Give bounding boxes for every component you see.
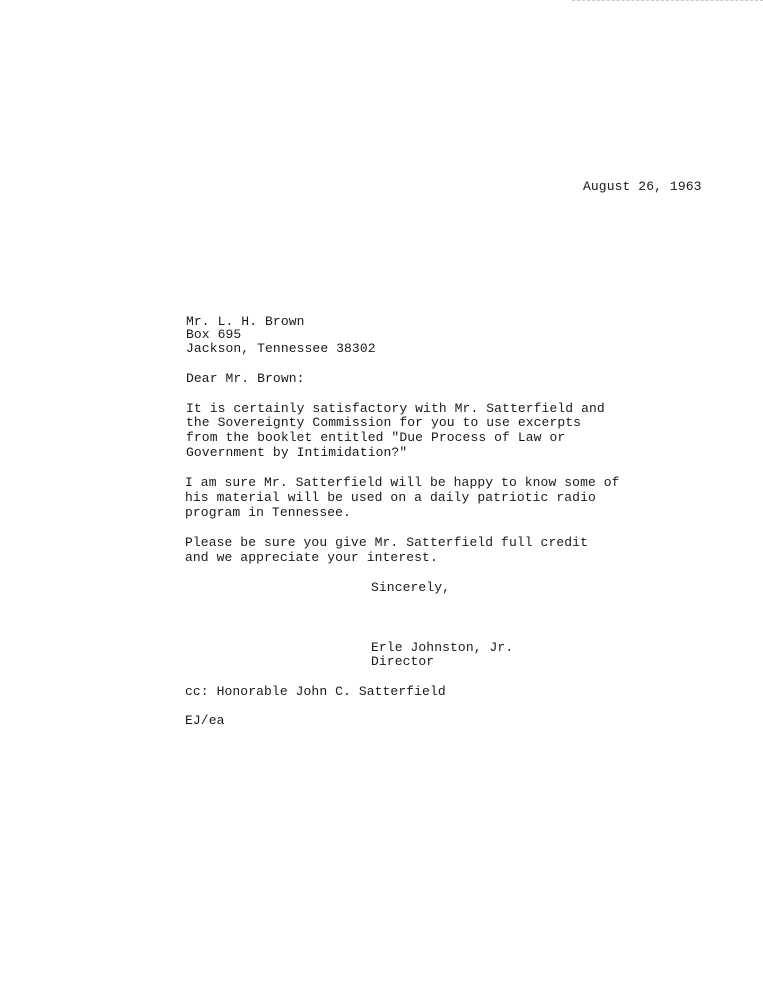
body-paragraph-1-line: the Sovereignty Commission for you to use excerpts (186, 415, 582, 430)
body-paragraph-1-line: Government by Intimidation?" (186, 445, 408, 460)
page-edge-divider (572, 0, 763, 1)
signature-name: Erle Johnston, Jr. (371, 640, 514, 655)
carbon-copy-line: cc: Honorable John C. Satterfield (185, 684, 446, 699)
letter-date: August 26, 1963 (583, 179, 702, 194)
body-paragraph-1-line: It is certainly satisfactory with Mr. Satterfield and (186, 401, 605, 416)
recipient-box: Box 695 (186, 327, 242, 342)
recipient-city: Jackson, Tennessee 38302 (186, 341, 376, 356)
body-paragraph-2-line: his material will be used on a daily patriotic radio (185, 490, 596, 505)
body-paragraph-1-line: from the booklet entitled "Due Process of Law or (186, 430, 566, 445)
body-paragraph-2-line: I am sure Mr. Satterfield will be happy to know some of (185, 475, 620, 490)
body-paragraph-2-line: program in Tennessee. (185, 505, 351, 520)
body-paragraph-3-line: and we appreciate your interest. (185, 550, 438, 565)
closing: Sincerely, (371, 580, 451, 595)
recipient-name: Mr. L. H. Brown (186, 314, 305, 329)
typist-initials: EJ/ea (185, 713, 225, 728)
body-paragraph-3-line: Please be sure you give Mr. Satterfield full credit (185, 535, 588, 550)
signature-title: Director (371, 654, 435, 669)
salutation: Dear Mr. Brown: (186, 371, 305, 386)
